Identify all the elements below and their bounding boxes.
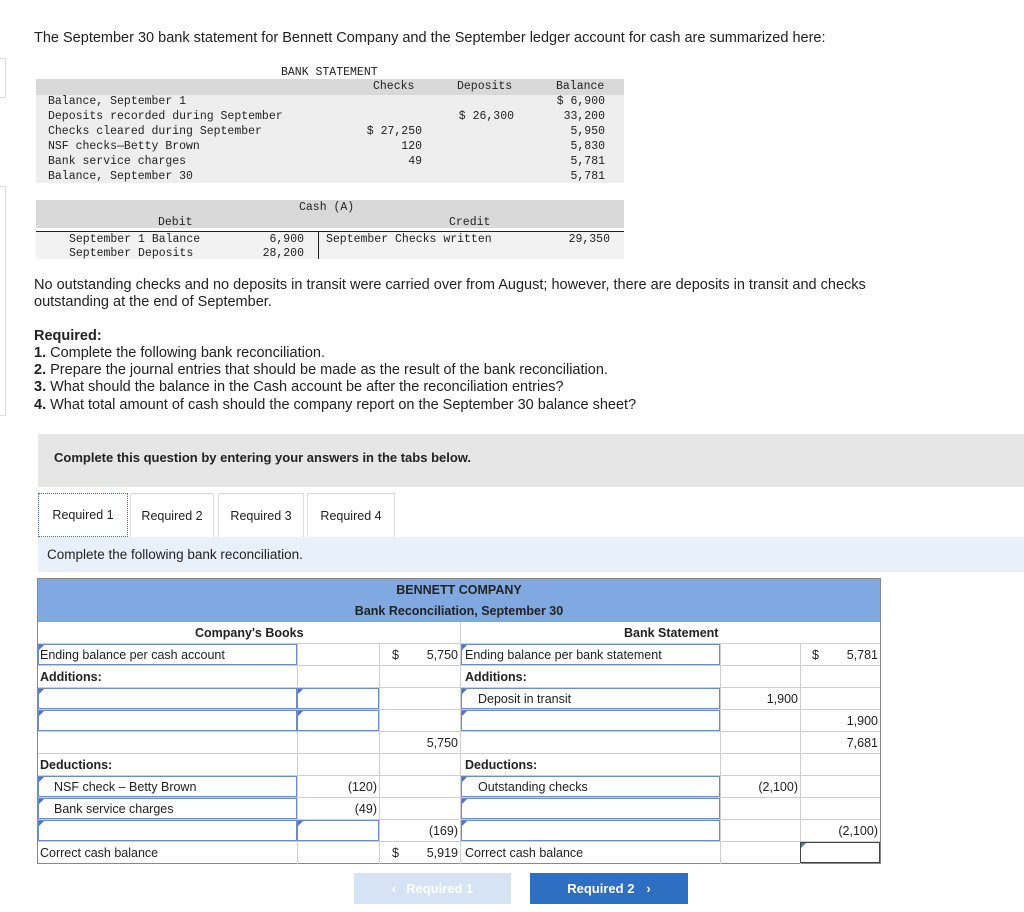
books-header: Company's Books	[195, 626, 304, 640]
bs-row-label: Bank service charges	[48, 155, 187, 168]
bank-correct-amount-input[interactable]	[800, 842, 880, 863]
cash-credit-amount: 29,350	[568, 233, 610, 246]
cash-credit-label: September Checks written	[326, 233, 492, 246]
col-deposits: Deposits	[457, 80, 513, 93]
bank-statement-header-band	[36, 79, 624, 95]
bank-deduction-1-label: Outstanding checks	[478, 780, 588, 794]
item-text: What total amount of cash should the company report on the September 30 balance sheet?	[50, 397, 637, 413]
bank-addition-total: 1,900	[846, 714, 878, 728]
books-ending-label: Ending balance per cash account	[40, 648, 225, 662]
books-deduction-1-label: NSF check – Betty Brown	[54, 780, 197, 794]
bs-row-deposits: $ 26,300	[458, 110, 514, 123]
bank-correct-label: Correct cash balance	[465, 846, 584, 860]
item-text: What should the balance in the Cash account be after the reconciliation entries?	[50, 379, 564, 395]
required-item-3	[34, 379, 564, 396]
bank-statement-title: BANK STATEMENT	[281, 66, 378, 79]
cash-account-title: Cash (A)	[299, 201, 355, 214]
bank-deduction-3-input[interactable]	[461, 820, 720, 841]
books-additions-label: Additions:	[40, 670, 102, 684]
tab-required-4[interactable]: Required 4	[307, 493, 395, 537]
required-item-1	[34, 345, 325, 362]
next-button[interactable]	[530, 873, 688, 904]
t-account-vertical-line	[318, 231, 319, 259]
item-number: 1.	[34, 345, 47, 361]
outstanding-paragraph: No outstanding checks and no deposits in transit were carried over from August; however, there are deposits in transit and checks outstanding at the end of September.	[34, 277, 866, 310]
bs-row-checks: 120	[401, 140, 422, 153]
cash-debit-label: September 1 Balance	[69, 233, 201, 246]
bs-row-balance: $ 6,900	[556, 95, 605, 108]
books-correct-dollar: $	[392, 846, 399, 860]
prev-button-label: Required 1	[406, 881, 474, 896]
chevron-right-icon: ›	[646, 881, 651, 896]
books-deduction-total: (169)	[428, 824, 458, 838]
bank-ending-label: Ending balance per bank statement	[465, 648, 662, 662]
t-account-horizontal-line	[36, 231, 624, 232]
bank-deduction-1-amount: (2,100)	[758, 780, 798, 794]
bs-row-checks: $ 27,250	[366, 125, 422, 138]
books-deduction-3-amount-input[interactable]	[297, 820, 379, 841]
item-text: Complete the following bank reconciliation.	[50, 345, 325, 361]
bank-addition-2-input[interactable]	[461, 710, 720, 731]
bs-row-balance: 5,830	[570, 140, 605, 153]
cash-debit-header: Debit	[158, 216, 193, 229]
bs-row-balance: 5,781	[570, 155, 605, 168]
books-ending-amount: 5,750	[426, 648, 458, 662]
tab-required-2[interactable]: Required 2	[130, 493, 214, 537]
prev-button[interactable]	[354, 873, 511, 904]
books-ending-dollar: $	[392, 648, 399, 662]
bs-row-label: Balance, September 30	[48, 170, 193, 183]
bank-addition-1-amount: 1,900	[766, 692, 798, 706]
required-item-2	[34, 362, 608, 379]
bs-row-label: Deposits recorded during September	[48, 110, 283, 123]
col-balance: Balance	[556, 80, 605, 93]
bank-ending-amount: 5,781	[846, 648, 878, 662]
bs-row-balance: 5,781	[570, 170, 605, 183]
cash-debit-amount: 28,200	[262, 247, 304, 260]
books-addition-1-amount-input[interactable]	[297, 688, 379, 709]
tab-required-3[interactable]: Required 3	[218, 493, 304, 537]
bank-header: Bank Statement	[624, 626, 719, 640]
reconciliation-title: Bank Reconciliation, September 30	[354, 604, 564, 618]
bs-row-balance: 33,200	[563, 110, 605, 123]
books-deductions-label: Deductions:	[40, 758, 113, 772]
books-correct-amount: 5,919	[426, 846, 458, 860]
company-name: BENNETT COMPANY	[396, 583, 522, 597]
chevron-left-icon: ‹	[391, 881, 397, 896]
books-deduction-3-input[interactable]	[38, 820, 297, 841]
item-number: 2.	[34, 362, 47, 378]
books-correct-label: Correct cash balance	[40, 846, 159, 860]
required-heading: Required:	[34, 328, 102, 344]
item-text: Prepare the journal entries that should be made as the result of the bank reconciliation.	[50, 362, 608, 378]
books-deduction-2-label: Bank service charges	[54, 802, 174, 816]
bank-deduction-total: (2,100)	[838, 824, 878, 838]
bank-additions-label: Additions:	[465, 670, 527, 684]
col-checks: Checks	[373, 80, 415, 93]
bs-row-checks: 49	[408, 155, 422, 168]
bs-row-balance: 5,950	[570, 125, 605, 138]
intro-text: The September 30 bank statement for Bennett Company and the September ledger account for cash are summarized here:	[34, 30, 826, 46]
cash-debit-amount: 6,900	[269, 233, 304, 246]
required-item-4	[34, 397, 636, 414]
bs-row-label: NSF checks—Betty Brown	[48, 140, 200, 153]
item-number: 3.	[34, 379, 47, 395]
tab-instruction: Complete the following bank reconciliation.	[47, 547, 303, 562]
bank-ending-dollar: $	[812, 648, 819, 662]
bank-deduction-2-input[interactable]	[461, 798, 720, 819]
books-addition-1-input[interactable]	[38, 688, 297, 709]
cash-debit-label: September Deposits	[69, 247, 194, 260]
books-subtotal: 5,750	[426, 736, 458, 750]
next-button-label: Required 2	[567, 881, 635, 896]
cash-credit-header: Credit	[449, 216, 491, 229]
item-number: 4.	[34, 397, 47, 413]
bs-row-label: Checks cleared during September	[48, 125, 262, 138]
books-addition-2-amount-input[interactable]	[297, 710, 379, 731]
bank-subtotal: 7,681	[846, 736, 878, 750]
bank-addition-1-label: Deposit in transit	[478, 692, 572, 706]
books-deduction-1-amount: (120)	[347, 780, 377, 794]
bs-row-label: Balance, September 1	[48, 95, 187, 108]
bank-deductions-label: Deductions:	[465, 758, 538, 772]
books-deduction-2-amount: (49)	[354, 802, 377, 816]
instruction-text: Complete this question by entering your answers in the tabs below.	[54, 450, 472, 465]
tab-required-1[interactable]: Required 1	[38, 493, 128, 537]
books-addition-2-input[interactable]	[38, 710, 297, 731]
